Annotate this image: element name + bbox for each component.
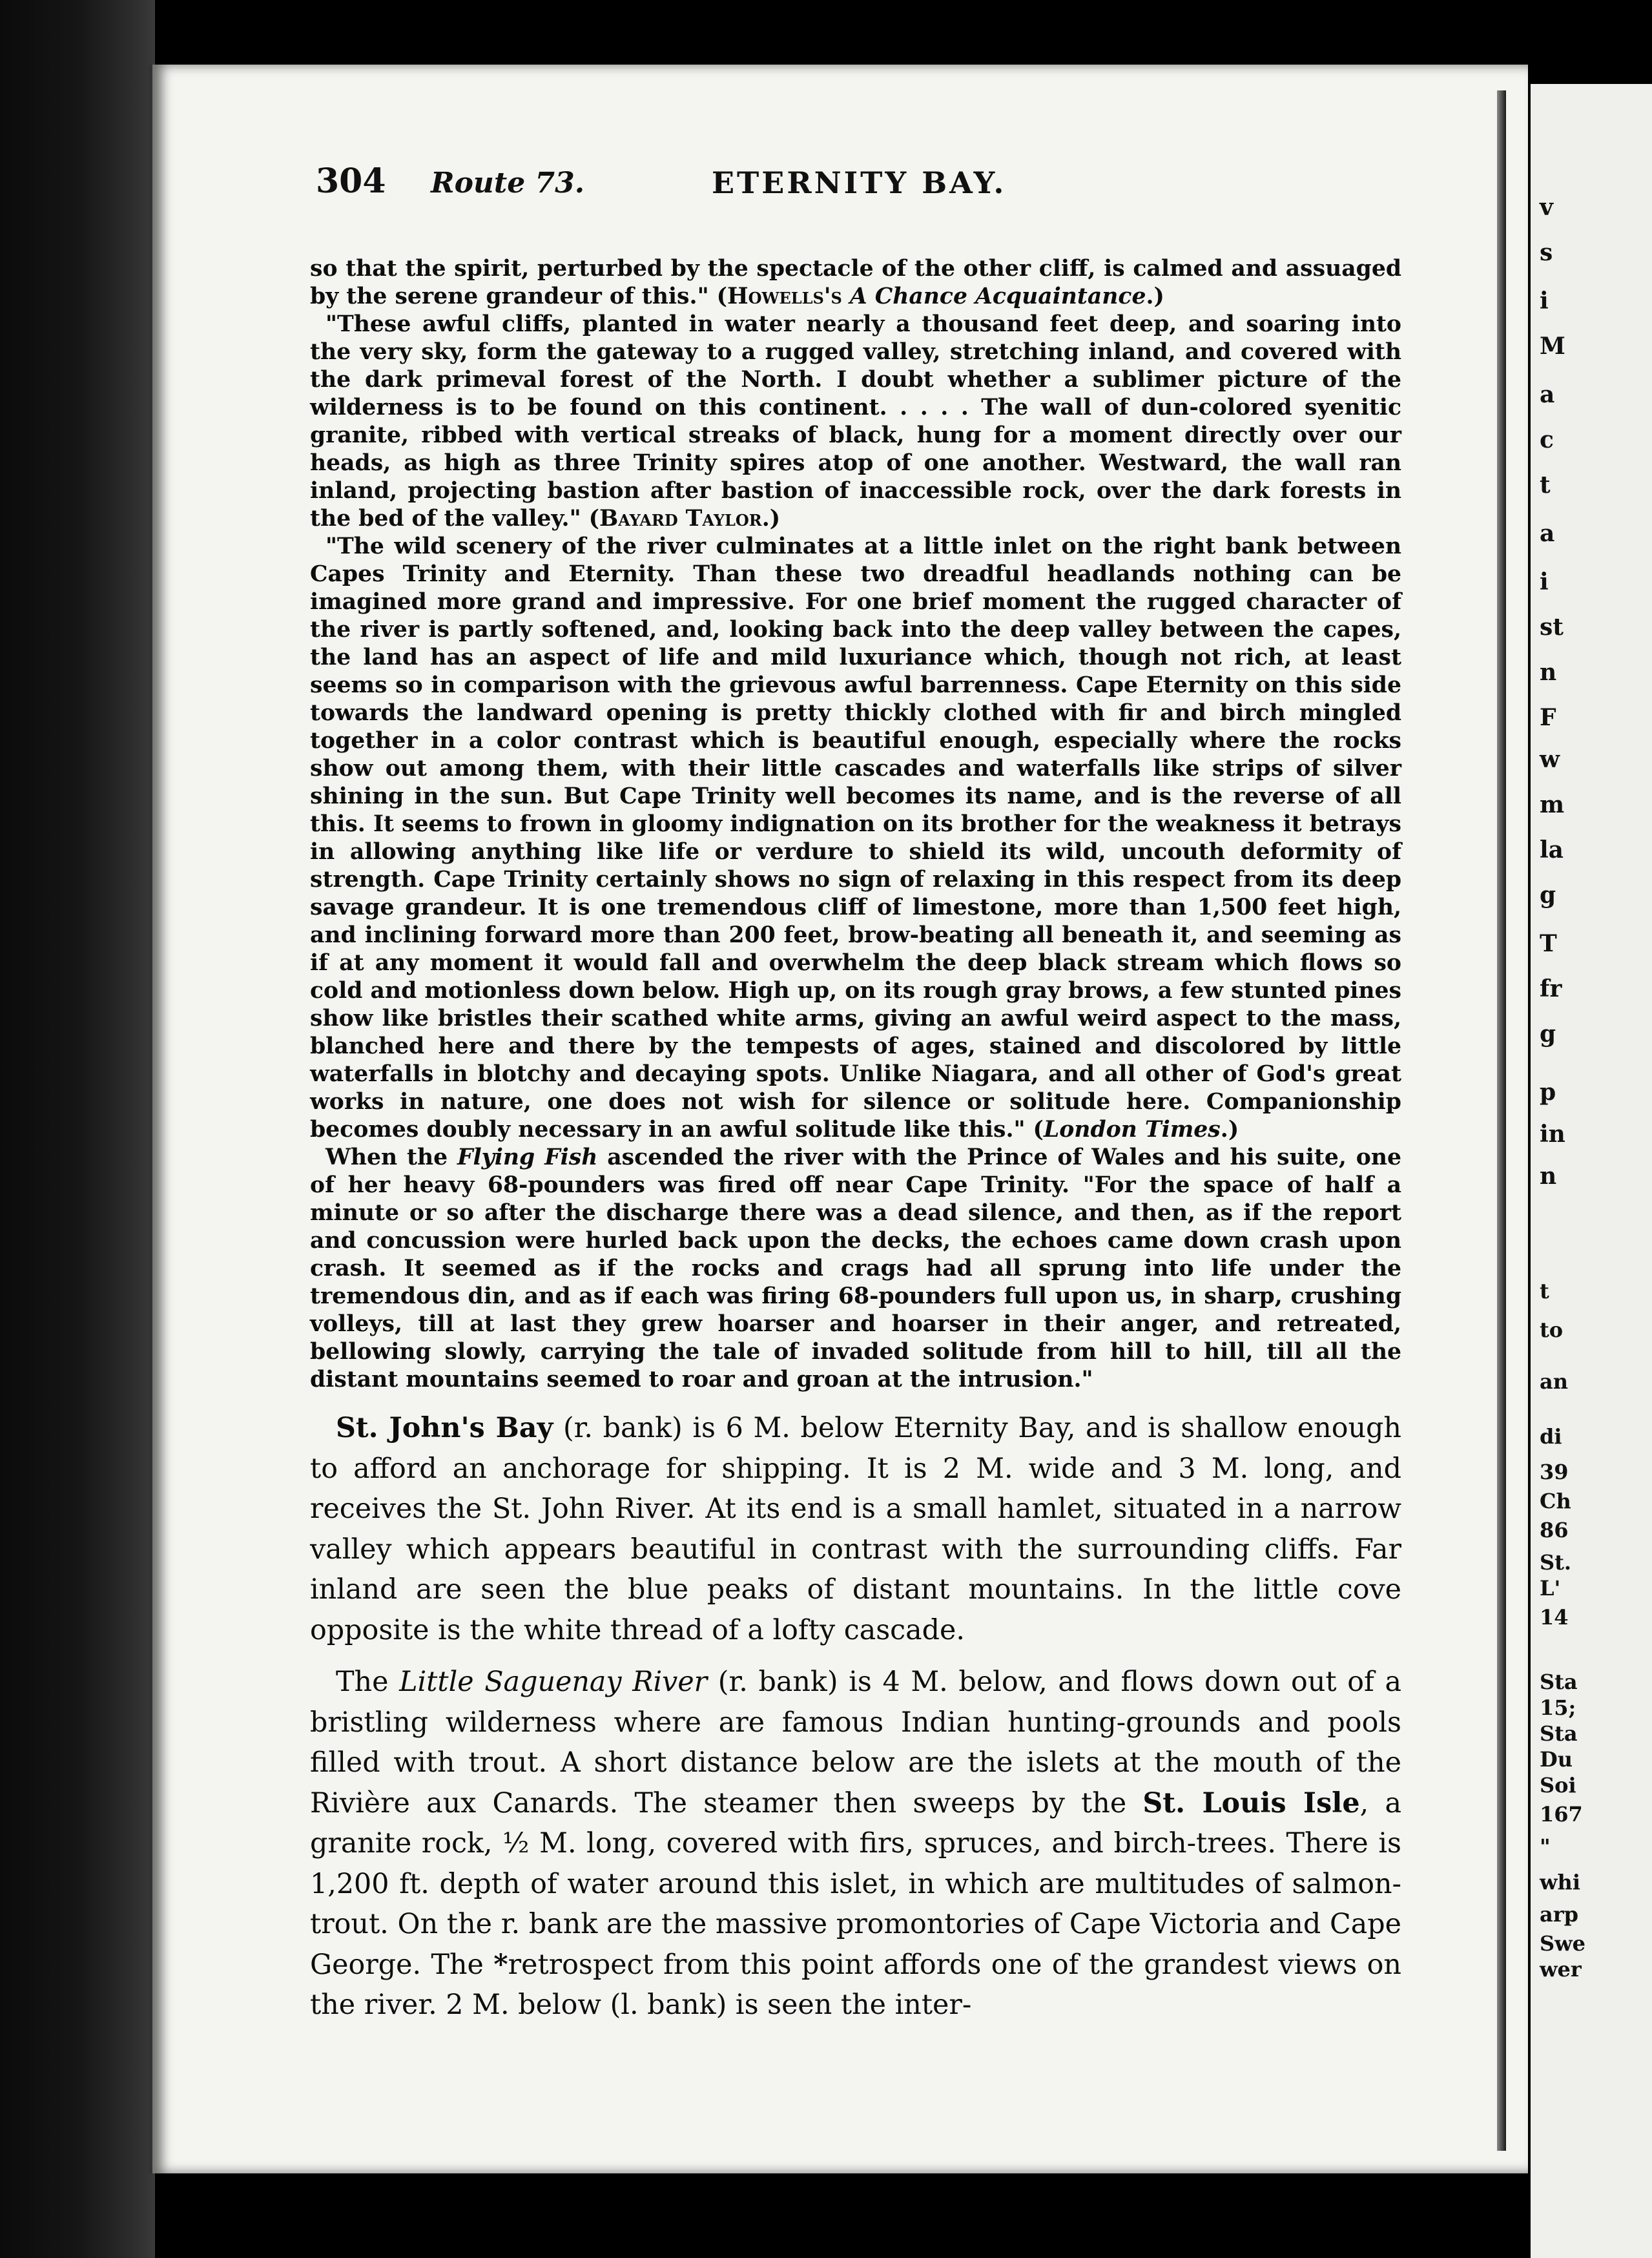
quote-paragraph-1: so that the spirit, perturbed by the spectacle of the other cliff, is calmed and assuaged by the serene grandeur of this." (Howells's A Chance Acquaintance.) <box>310 256 1401 309</box>
facing-page-fragment: m <box>1540 791 1565 818</box>
river-name: Little Saguenay River <box>399 1666 708 1698</box>
facing-page-fragment: fr <box>1540 975 1562 1002</box>
main-text <box>310 1408 1401 2025</box>
facing-page-fragment: St. <box>1540 1550 1572 1575</box>
facing-page-fragment: L' <box>1540 1576 1561 1600</box>
facing-page-fragment: Sta <box>1540 1670 1578 1694</box>
page-number: 304 <box>316 161 386 201</box>
ship-name: Flying Fish <box>457 1145 598 1170</box>
facing-page-fragment: t <box>1540 471 1551 499</box>
facing-page-fragment: 15; <box>1540 1695 1576 1720</box>
facing-page-fragment: a <box>1540 381 1555 408</box>
page-edge-shadow <box>1497 90 1506 2151</box>
facing-page-fragment: n <box>1540 1163 1557 1190</box>
citation-author: Howells's <box>727 284 842 309</box>
facing-page-fragment: to <box>1540 1318 1564 1342</box>
facing-page-fragment: Soi <box>1540 1773 1576 1797</box>
star-marker: * <box>493 1948 508 1981</box>
facing-page-fragment: la <box>1540 836 1564 864</box>
facing-page-fragment: " <box>1540 1834 1551 1859</box>
main-paragraph-1: St. John's Bay (r. bank) is 6 M. below Eternity Bay, and is shallow enough to afford an anchorage for shipping. It is 2 M. wide and 3 M. long, and receives the St. John River. At its end is a small hamlet, situated in a narrow valley which appears beautiful in contrast with the surrounding cliffs. Far inland are seen the blue peaks of distant mountains. In the little cove opposite is the white thread of a lofty cascade. <box>310 1412 1401 1646</box>
facing-page-fragment: 39 <box>1540 1460 1569 1484</box>
route-label: Route 73. <box>431 167 585 200</box>
facing-page-fragment: g <box>1540 882 1556 909</box>
facing-page-fragment: 14 <box>1540 1605 1569 1630</box>
facing-page-fragment: di <box>1540 1424 1562 1449</box>
facing-page-fragment: whi <box>1540 1870 1580 1894</box>
quote-paragraph-3: "The wild scenery of the river culminates at a little inlet on the right bank between Capes Trinity and Eternity. Than these two dreadful headlands nothing can be imagined more grand and impressive. For one brief moment the rugged character of the river is partly softened, and, looking back into the deep valley between the capes, the land has an aspect of life and mild luxuriance which, though not rich, at least seems so in comparison with the grievous awful barrenness. Cape Eternity on this side towards the landward opening is pretty thickly clothed with fir and birch mingled together in a color contrast which is beautiful enough, especially where the rocks show out among them, with their little cascades and waterfalls like strips of silver shining in the sun. But Cape Trinity well becomes its name, and is the reverse of all this. It seems to frown in gloomy indignation on its brother for the weakness it betrays in allowing anything like life or verdure to shield its wild, uncouth deformity of strength. Cape Trinity certainly shows no sign of relaxing in this respect from its deep savage grandeur. It is one tremendous cliff of limestone, more than 1,500 feet high, and inclining forward more than 200 feet, brow-beating all beneath it, and seeming as if at any moment it would fall and overwhelm the deep black stream which flows so cold and motionless down below. High up, on its rough gray brows, a few stunted pines show like bristles their scathed white arms, giving an awful weird aspect to the mass, blanched here and there by the tempests of ages, stained and discolored by little waterfalls in blotchy and decaying spots. Unlike Niagara, and all other of God's great works in nature, one does not wish for silence or solitude here. Companionship becomes doubly necessary in an awful solitude like this." (London Times.) <box>310 533 1401 1143</box>
facing-page-fragment: 167 <box>1540 1802 1583 1827</box>
citation-title: London Times <box>1043 1117 1221 1143</box>
facing-page-fragment: s <box>1540 239 1553 266</box>
facing-page-fragment: Ch <box>1540 1489 1571 1513</box>
facing-page-fragment: 86 <box>1540 1518 1569 1542</box>
citation-author: Bayard Taylor <box>599 506 762 532</box>
facing-page-fragment: Sta <box>1540 1721 1578 1746</box>
place-name: St. John's Bay <box>336 1412 553 1444</box>
facing-page-fragment: v <box>1540 194 1553 221</box>
facing-page-fragment: wer <box>1540 1957 1582 1982</box>
facing-page-fragment: an <box>1540 1369 1568 1394</box>
facing-page-fragment: a <box>1540 520 1555 547</box>
facing-page-fragment: Du <box>1540 1747 1573 1772</box>
facing-page-fragment: Swe <box>1540 1931 1586 1956</box>
facing-page-fragment: in <box>1540 1121 1565 1148</box>
facing-page-fragment: arp <box>1540 1902 1578 1927</box>
quote-paragraph-2: "These awful cliffs, planted in water nearly a thousand feet deep, and soaring into the very sky, form the gateway to a rugged valley, stretching inland, and covered with the dark primeval forest of the North. I doubt whether a sublimer picture of the wilderness is to be found on this continent. . . . . The wall of dun-colored syenitic granite, ribbed with vertical streaks of black, hung for a moment directly over our heads, as high as three Trinity spires atop of one another. Westward, the wall ran inland, projecting bastion after bastion of inaccessible rock, over the dark forests in the bed of the valley." (Bayard Taylor.) <box>310 311 1401 532</box>
facing-page-fragment: g <box>1540 1020 1556 1048</box>
facing-page-fragment: i <box>1540 287 1549 315</box>
facing-page-fragment: T <box>1540 930 1557 957</box>
facing-page-fragment: st <box>1540 614 1564 641</box>
citation-title: A Chance Acquaintance <box>849 284 1146 309</box>
facing-page-fragment: p <box>1540 1079 1556 1106</box>
facing-page-fragment: i <box>1540 568 1549 596</box>
facing-page-fragment: n <box>1540 659 1557 686</box>
facing-page-fragment: F <box>1540 704 1556 731</box>
page-body <box>310 255 1401 2025</box>
facing-page-fragment: t <box>1540 1279 1549 1303</box>
book-gutter <box>0 0 155 2258</box>
facing-page-fragment: w <box>1540 746 1560 773</box>
place-name: St. Louis Isle <box>1142 1787 1360 1819</box>
quoted-passages <box>310 255 1401 1394</box>
facing-page-fragment: M <box>1540 333 1565 360</box>
facing-page-fragment: c <box>1540 426 1554 453</box>
facing-page-edge <box>1531 84 1652 2258</box>
running-title: ETERNITY BAY. <box>712 165 1007 200</box>
quote-paragraph-4: When the Flying Fish ascended the river with the Prince of Wales and his suite, one of her heavy 68-pounders was fired off near Cape Trinity. "For the space of half a minute or so after the discharge there was a dead silence, and then, as if the report and concussion were hurled back upon the decks, the echoes came down crash upon crash. It seemed as if the rocks and crags had all sprung into life under the tremendous din, and as if each was firing 68-pounders full upon us, in sharp, crushing volleys, till at last they grew hoarser and hoarser in their anger, and retreated, bellowing slowly, carrying the tale of invaded solitude from hill to hill, till all the distant mountains seemed to roar and groan at the intrusion." <box>310 1145 1401 1393</box>
main-paragraph-2: The Little Saguenay River (r. bank) is 4 M. below, and flows down out of a bristling wilderness where are famous Indian hunting-grounds and pools filled with trout. A short distance below are the islets at the mouth of the Rivière aux Canards. The steamer then sweeps by the St. Louis Isle, a granite rock, ½ M. long, covered with firs, spruces, and birch-trees. There is 1,200 ft. depth of water around this islet, in which are multitudes of salmon-trout. On the r. bank are the massive promontories of Cape Victoria and Cape George. The *retrospect from this point affords one of the grandest views on the river. 2 M. below (l. bank) is seen the inter- <box>310 1666 1401 2021</box>
running-header <box>313 161 1401 207</box>
